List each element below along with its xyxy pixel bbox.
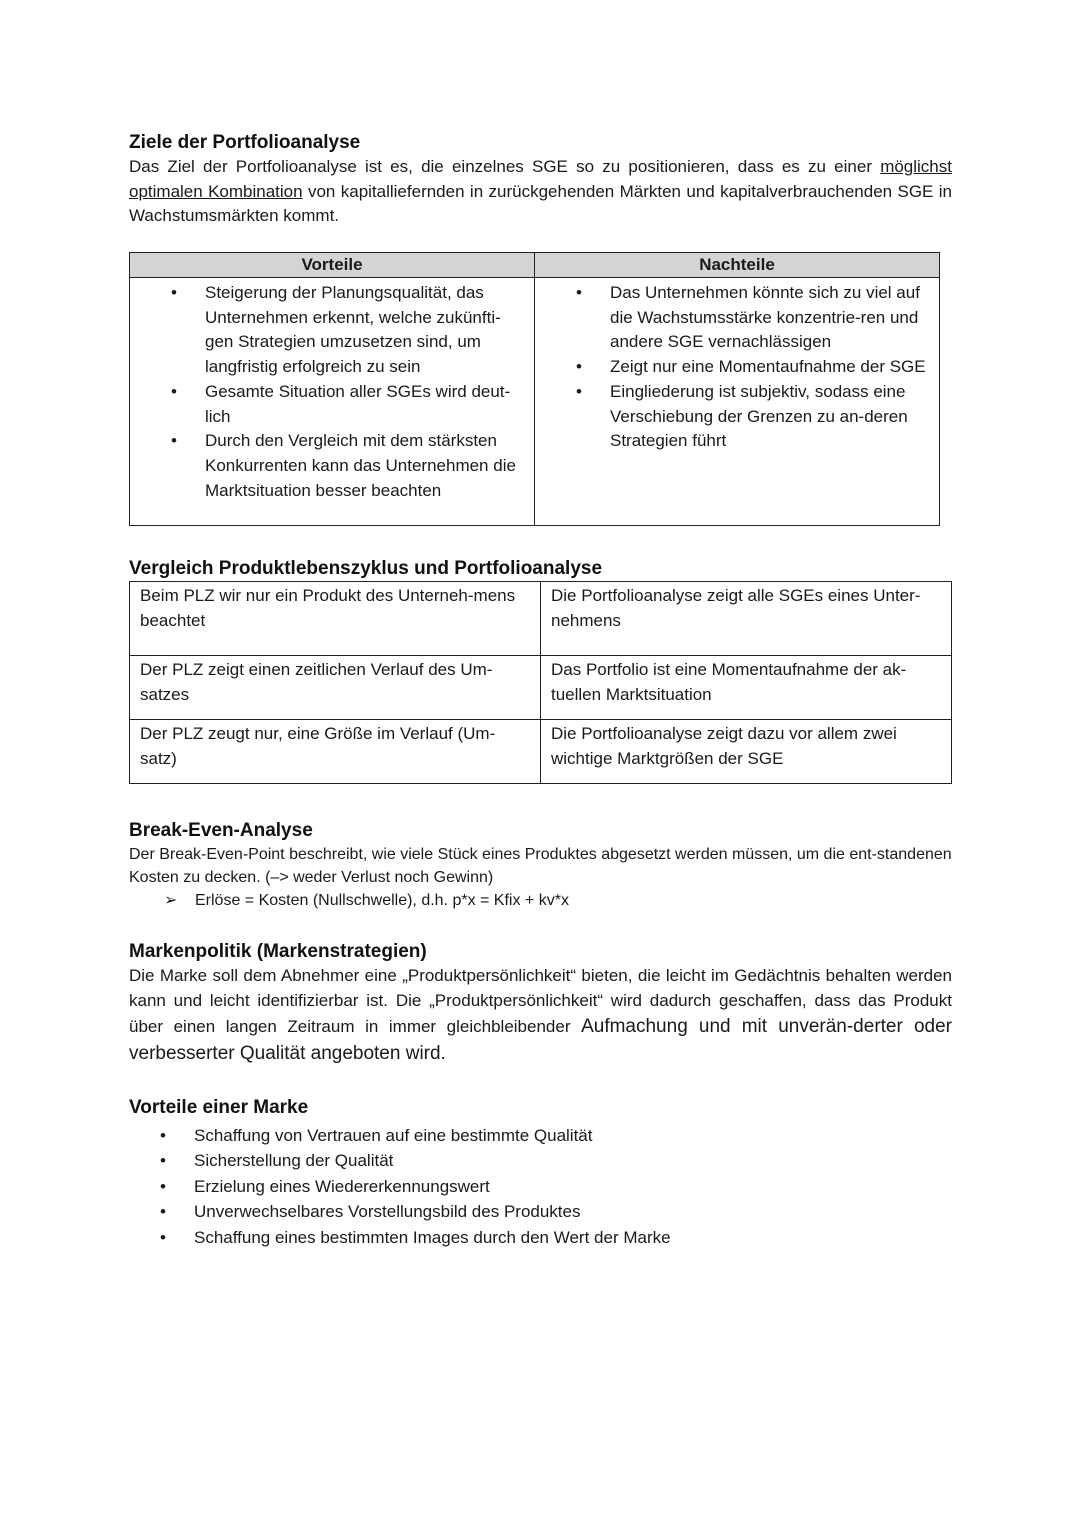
bullet-icon: • bbox=[160, 1202, 166, 1222]
ziele-text-underlined: möglichst optimalen Kombination bbox=[129, 157, 952, 201]
table-cell: Der PLZ zeugt nur, eine Größe im Verlauf (Um-satz) bbox=[130, 720, 541, 784]
ziele-text-before: Das Ziel der Portfolioanalyse ist es, die einzelnes SGE so zu positionieren, dass es zu einer bbox=[129, 157, 881, 176]
paragraph-markenpolitik bbox=[129, 964, 952, 1067]
list-item: • Sicherstellung der Qualität bbox=[129, 1148, 952, 1173]
list-item: • Schaffung eines bestimmten Images durch den Wert der Marke bbox=[129, 1225, 952, 1250]
list-item: • Steigerung der Planungsqualität, das Unternehmen erkennt, welche zukünfti-gen Strategien umzusetzen sind, um langfristig erfolgreich zu sein bbox=[171, 283, 501, 377]
heading-vergleich: Vergleich Produktlebenszyklus und Portfolioanalyse bbox=[129, 558, 603, 579]
formula-text: Erlöse = Kosten (Nullschwelle), d.h. p*x = Kfix + kv*x bbox=[195, 892, 569, 909]
section-vorteile-marke bbox=[129, 1096, 952, 1250]
list-item: • Durch den Vergleich mit dem stärksten Konkurrenten kann das Unternehmen die Marktsituation besser beachten bbox=[171, 431, 516, 500]
list-item: • Eingliederung ist subjektiv, sodass eine Verschiebung der Grenzen zu an-deren Strategien führt bbox=[576, 381, 908, 451]
vorteile-cell bbox=[130, 278, 535, 526]
table-cell: Der PLZ zeigt einen zeitlichen Verlauf des Um-satzes bbox=[130, 656, 541, 720]
table-cell: Die Portfolioanalyse zeigt alle SGEs eines Unter-nehmens bbox=[541, 582, 952, 656]
vorteile-nachteile-table bbox=[129, 252, 940, 526]
bullet-icon: • bbox=[160, 1126, 166, 1145]
heading-vorteile-marke: Vorteile einer Marke bbox=[129, 1097, 309, 1118]
list-item: • Gesamte Situation aller SGEs wird deut-lich bbox=[171, 381, 511, 426]
bullet-icon: • bbox=[576, 381, 582, 401]
table-row bbox=[130, 582, 952, 656]
table-cell: Beim PLZ wir nur ein Produkt des Unterneh-mens beachtet bbox=[130, 582, 541, 656]
list-item: • Zeigt nur eine Momentaufnahme der SGE bbox=[535, 355, 939, 380]
heading-markenpolitik: Markenpolitik (Markenstrategien) bbox=[129, 941, 427, 962]
bullet-icon: • bbox=[171, 283, 177, 302]
paragraph-ziele bbox=[129, 155, 952, 229]
list-item: • Das Unternehmen könnte sich zu viel auf die Wachstumsstärke konzentrie-ren und andere SGE vernachlässigen bbox=[576, 283, 920, 352]
paragraph-break-even: Der Break-Even-Point beschreibt, wie viele Stück eines Produktes abgesetzt werden müssen, um die ent-standenen Kosten zu decken. (–> weder Verlust noch Gewinn) bbox=[129, 846, 952, 886]
marken-text-large: Aufmachung und mit unverän-derter oder verbesserter Qualität angeboten wird. bbox=[129, 1016, 952, 1064]
table-cell: Das Portfolio ist eine Momentaufnahme der ak-tuellen Marktsituation bbox=[541, 656, 952, 720]
nachteile-list bbox=[535, 281, 939, 454]
bullet-icon: • bbox=[160, 1151, 166, 1171]
ziele-text-after: von kapitalliefernden in zurückgehenden Märkten und kapitalverbrauchenden SGE in Wachstumsmärkten kommt. bbox=[129, 181, 952, 225]
section-break-even bbox=[129, 819, 952, 912]
header-nachteile: Nachteile bbox=[535, 253, 940, 278]
bullet-icon: • bbox=[171, 381, 177, 401]
table-cell: Die Portfolioanalyse zeigt dazu vor allem zwei wichtige Marktgrößen der SGE bbox=[541, 720, 952, 784]
table-row bbox=[130, 656, 952, 720]
list-item: • Schaffung von Vertrauen auf eine bestimmte Qualität bbox=[129, 1123, 952, 1148]
bullet-icon: • bbox=[160, 1227, 166, 1247]
section-ziele bbox=[129, 131, 952, 229]
list-item: • Erzielung eines Wiedererkennungswert bbox=[129, 1174, 952, 1199]
heading-ziele: Ziele der Portfolioanalyse bbox=[129, 132, 361, 153]
vergleich-table bbox=[129, 581, 952, 784]
marken-text-normal: Die Marke soll dem Abnehmer eine „Produktpersönlichkeit“ bieten, die leicht im Gedächtnis behalten werden kann und leicht identifizierbar ist. Die „Produktpersönlichkeit“ wird dadurch geschaffen, dass das Produkt über einen langen Zeitraum in immer gleichbleibender bbox=[129, 966, 952, 1036]
table-row bbox=[130, 720, 952, 784]
bullet-icon: • bbox=[160, 1176, 166, 1196]
vorteile-list bbox=[130, 281, 534, 503]
list-item: • Unverwechselbares Vorstellungsbild des Produktes bbox=[129, 1199, 952, 1224]
bullet-icon: • bbox=[576, 357, 582, 377]
bullet-icon: • bbox=[171, 431, 177, 451]
section-markenpolitik bbox=[129, 940, 952, 1067]
arrow-bullet-icon: ➢ bbox=[164, 892, 178, 909]
vorteile-marke-list bbox=[129, 1123, 952, 1250]
nachteile-cell bbox=[535, 278, 940, 526]
heading-break-even: Break-Even-Analyse bbox=[129, 820, 313, 841]
arrow-list-item bbox=[129, 889, 952, 912]
bullet-icon: • bbox=[576, 283, 582, 302]
header-vorteile: Vorteile bbox=[130, 253, 535, 278]
